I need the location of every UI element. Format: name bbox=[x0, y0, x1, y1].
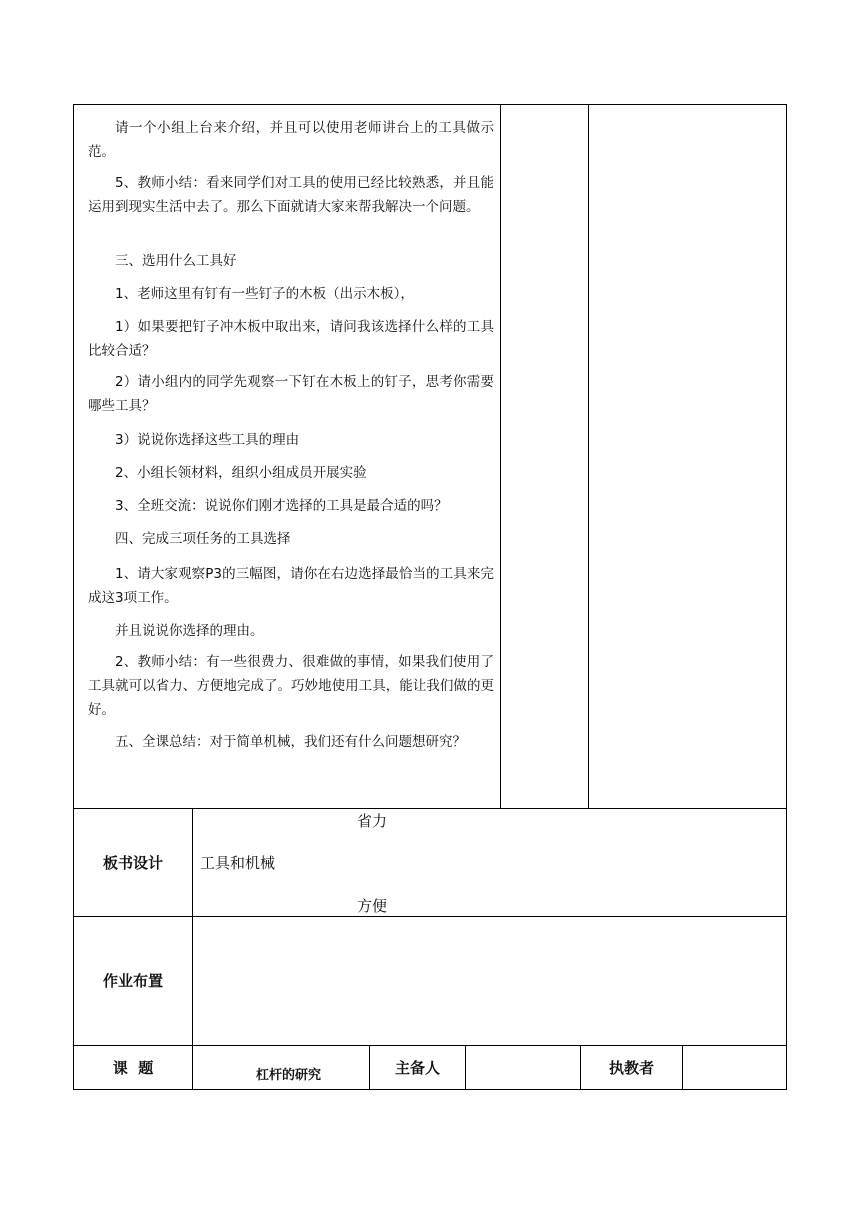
table-left-border bbox=[73, 104, 74, 1090]
homework-label: 作业布置 bbox=[102, 972, 163, 990]
topic-value: 杠杆的研究 bbox=[256, 1068, 322, 1083]
col-divider-label bbox=[192, 808, 193, 1090]
body-paragraph: 3、全班交流：说说你们刚才选择的工具是最合适的吗？ bbox=[115, 498, 448, 514]
body-paragraph: 2）请小组内的同学先观察一下钉在木板上的钉子，思考你需要哪些工具？ bbox=[88, 374, 494, 414]
section-heading: 三、选用什么工具好 bbox=[115, 253, 237, 269]
body-paragraph: 2、教师小结：有一些很费力、很难做的事情，如果我们使用了工具就可以省力、方便地完成了。巧妙地使用工具，能让我们做的更好。 bbox=[88, 654, 494, 718]
table-bottom-border bbox=[73, 1089, 787, 1090]
table-top-border bbox=[73, 104, 787, 105]
body-paragraph: 并且说说你选择的理由。 bbox=[115, 623, 264, 639]
body-paragraph: 3）说说你选择这些工具的理由 bbox=[115, 432, 300, 448]
teacher-label: 执教者 bbox=[608, 1059, 654, 1077]
body-paragraph: 请一个小组上台来介绍，并且可以使用老师讲台上的工具做示范。 bbox=[88, 120, 494, 160]
col-divider-body-1 bbox=[500, 104, 501, 808]
body-paragraph: 1、请大家观察P3的三幅图，请你在右边选择最恰当的工具来完成这3项工作。 bbox=[88, 566, 494, 606]
board-design-main-text: 工具和机械 bbox=[200, 854, 276, 872]
table-right-border bbox=[786, 104, 787, 1090]
col-divider-footer-4 bbox=[682, 1045, 683, 1090]
topic-label: 课 题 bbox=[112, 1059, 154, 1077]
row-divider-homework bbox=[73, 916, 787, 917]
section-heading: 四、完成三项任务的工具选择 bbox=[115, 531, 291, 547]
board-design-bottom-text: 方便 bbox=[357, 897, 388, 915]
board-design-label: 板书设计 bbox=[102, 854, 163, 872]
preparer-label: 主备人 bbox=[394, 1059, 440, 1077]
col-divider-body-2 bbox=[588, 104, 589, 808]
body-paragraph: 5、教师小结：看来同学们对工具的使用已经比较熟悉，并且能运用到现实生活中去了。那么下面就请大家来帮我解决一个问题。 bbox=[88, 175, 494, 215]
section-heading: 五、全课总结：对于简单机械，我们还有什么问题想研究？ bbox=[115, 734, 466, 750]
row-divider-footer bbox=[73, 1045, 787, 1046]
body-paragraph: 2、小组长领材料，组织小组成员开展实验 bbox=[115, 465, 367, 481]
row-divider-board bbox=[73, 808, 787, 809]
body-paragraph: 1、老师这里有钉有一些钉子的木板（出示木板）， bbox=[115, 286, 414, 302]
board-design-top-text: 省力 bbox=[357, 812, 388, 830]
body-paragraph: 1）如果要把钉子冲木板中取出来，请问我该选择什么样的工具比较合适？ bbox=[88, 319, 494, 359]
col-divider-footer-2 bbox=[465, 1045, 466, 1090]
